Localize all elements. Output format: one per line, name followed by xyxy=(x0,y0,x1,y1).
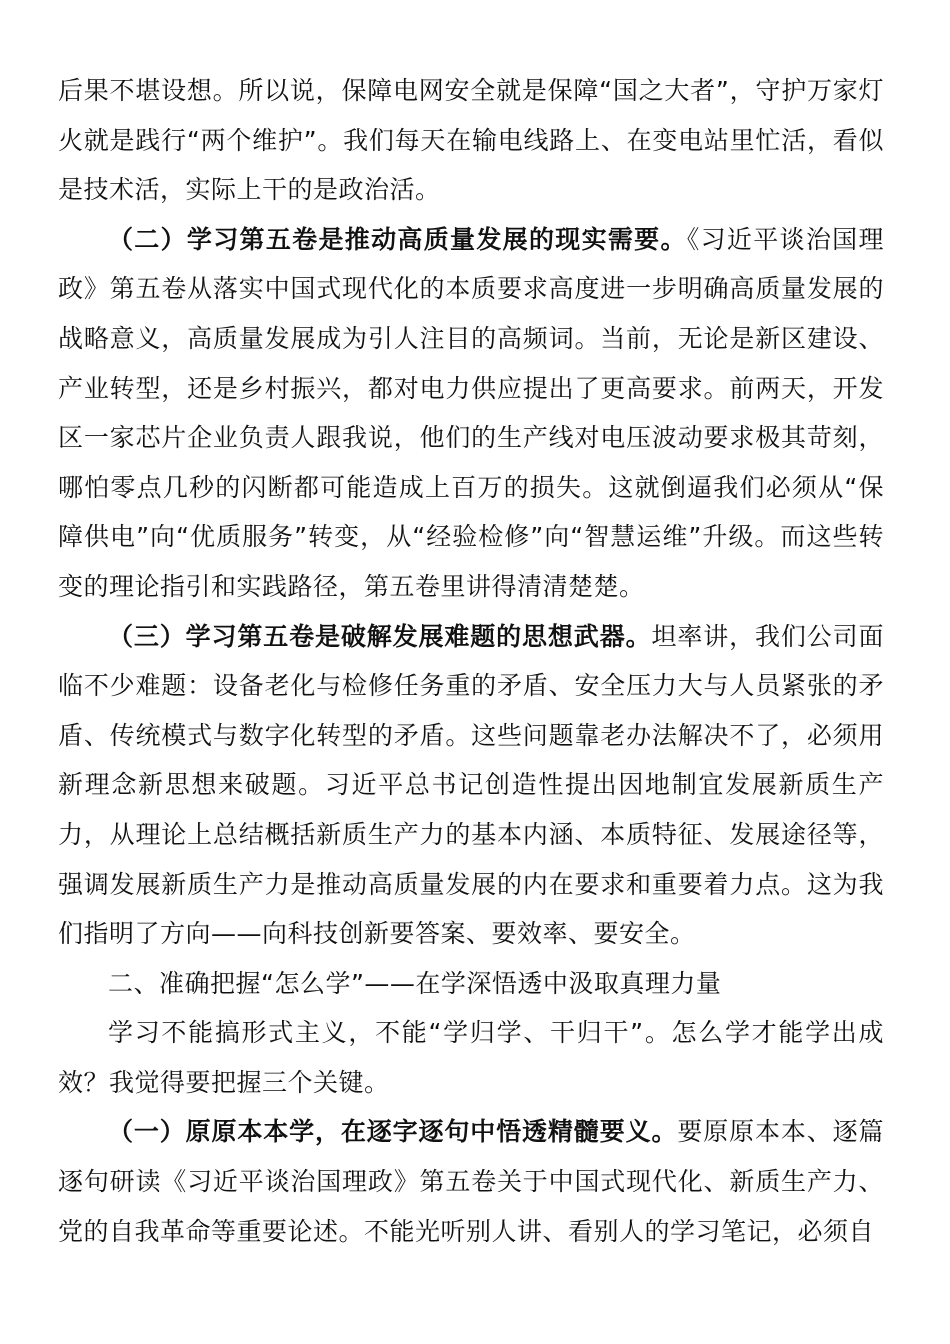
section-heading: （一）原原本本学，在逐字逐句中悟透精髓要义。 xyxy=(108,1117,678,1147)
document-page xyxy=(58,66,884,1256)
paragraph-section-3 xyxy=(58,612,884,959)
paragraph-section-2 xyxy=(58,215,884,612)
chapter-heading-text: 二、准确把握“怎么学”——在学深悟透中汲取真理力量 xyxy=(108,968,722,998)
paragraph-text: 学习不能搞形式主义，不能“学归学、干归干”。怎么学才能学出成效？我觉得要把握三个关键。 xyxy=(58,1018,884,1097)
paragraph-text: 《习近平谈治国理政》第五卷从落实中国式现代化的本质要求高度进一步明确高质量发展的战略意义，高质量发展成为引人注目的高频词。当前，无论是新区建设、产业转型，还是乡村振兴，都对电力供应提出了更高要求。前两天，开发区一家芯片企业负责人跟我说，他们的生产线对电压波动要求极其苛刻，哪怕零点几秒的闪断都可能造成上百万的损失。这就倒逼我们必须从“保障供电”向“优质服务”转变，从“经验检修”向“智慧运维”升级。而这些转变的理论指引和实践路径，第五卷里讲得清清楚楚。 xyxy=(58,224,884,601)
paragraph-text: 要原原本本、逐篇逐句研读《习近平谈治国理政》第五卷关于中国式现代化、新质生产力、党的自我革命等重要论述。不能光听别人讲、看别人的学习笔记，必须自 xyxy=(58,1117,884,1246)
paragraph-subsection-1 xyxy=(58,1107,884,1256)
section-heading: （三）学习第五卷是破解发展难题的思想武器。 xyxy=(108,621,652,651)
chapter-heading xyxy=(58,959,884,1009)
paragraph-intro xyxy=(58,1008,884,1107)
paragraph-continuation xyxy=(58,66,884,215)
section-heading: （二）学习第五卷是推动高质量发展的现实需要。 xyxy=(108,224,687,254)
paragraph-text: 坦率讲，我们公司面临不少难题：设备老化与检修任务重的矛盾、安全压力大与人员紧张的矛盾、传统模式与数字化转型的矛盾。这些问题靠老办法解决不了，必须用新理念新思想来破题。习近平总书记创造性提出因地制宜发展新质生产力，从理论上总结概括新质生产力的基本内涵、本质特征、发展途径等，强调发展新质生产力是推动高质量发展的内在要求和重要着力点。这为我们指明了方向——向科技创新要答案、要效率、要安全。 xyxy=(58,621,884,949)
paragraph-text: 后果不堪设想。所以说，保障电网安全就是保障“国之大者”，守护万家灯火就是践行“两个维护”。我们每天在输电线路上、在变电站里忙活，看似是技术活，实际上干的是政治活。 xyxy=(58,76,884,205)
